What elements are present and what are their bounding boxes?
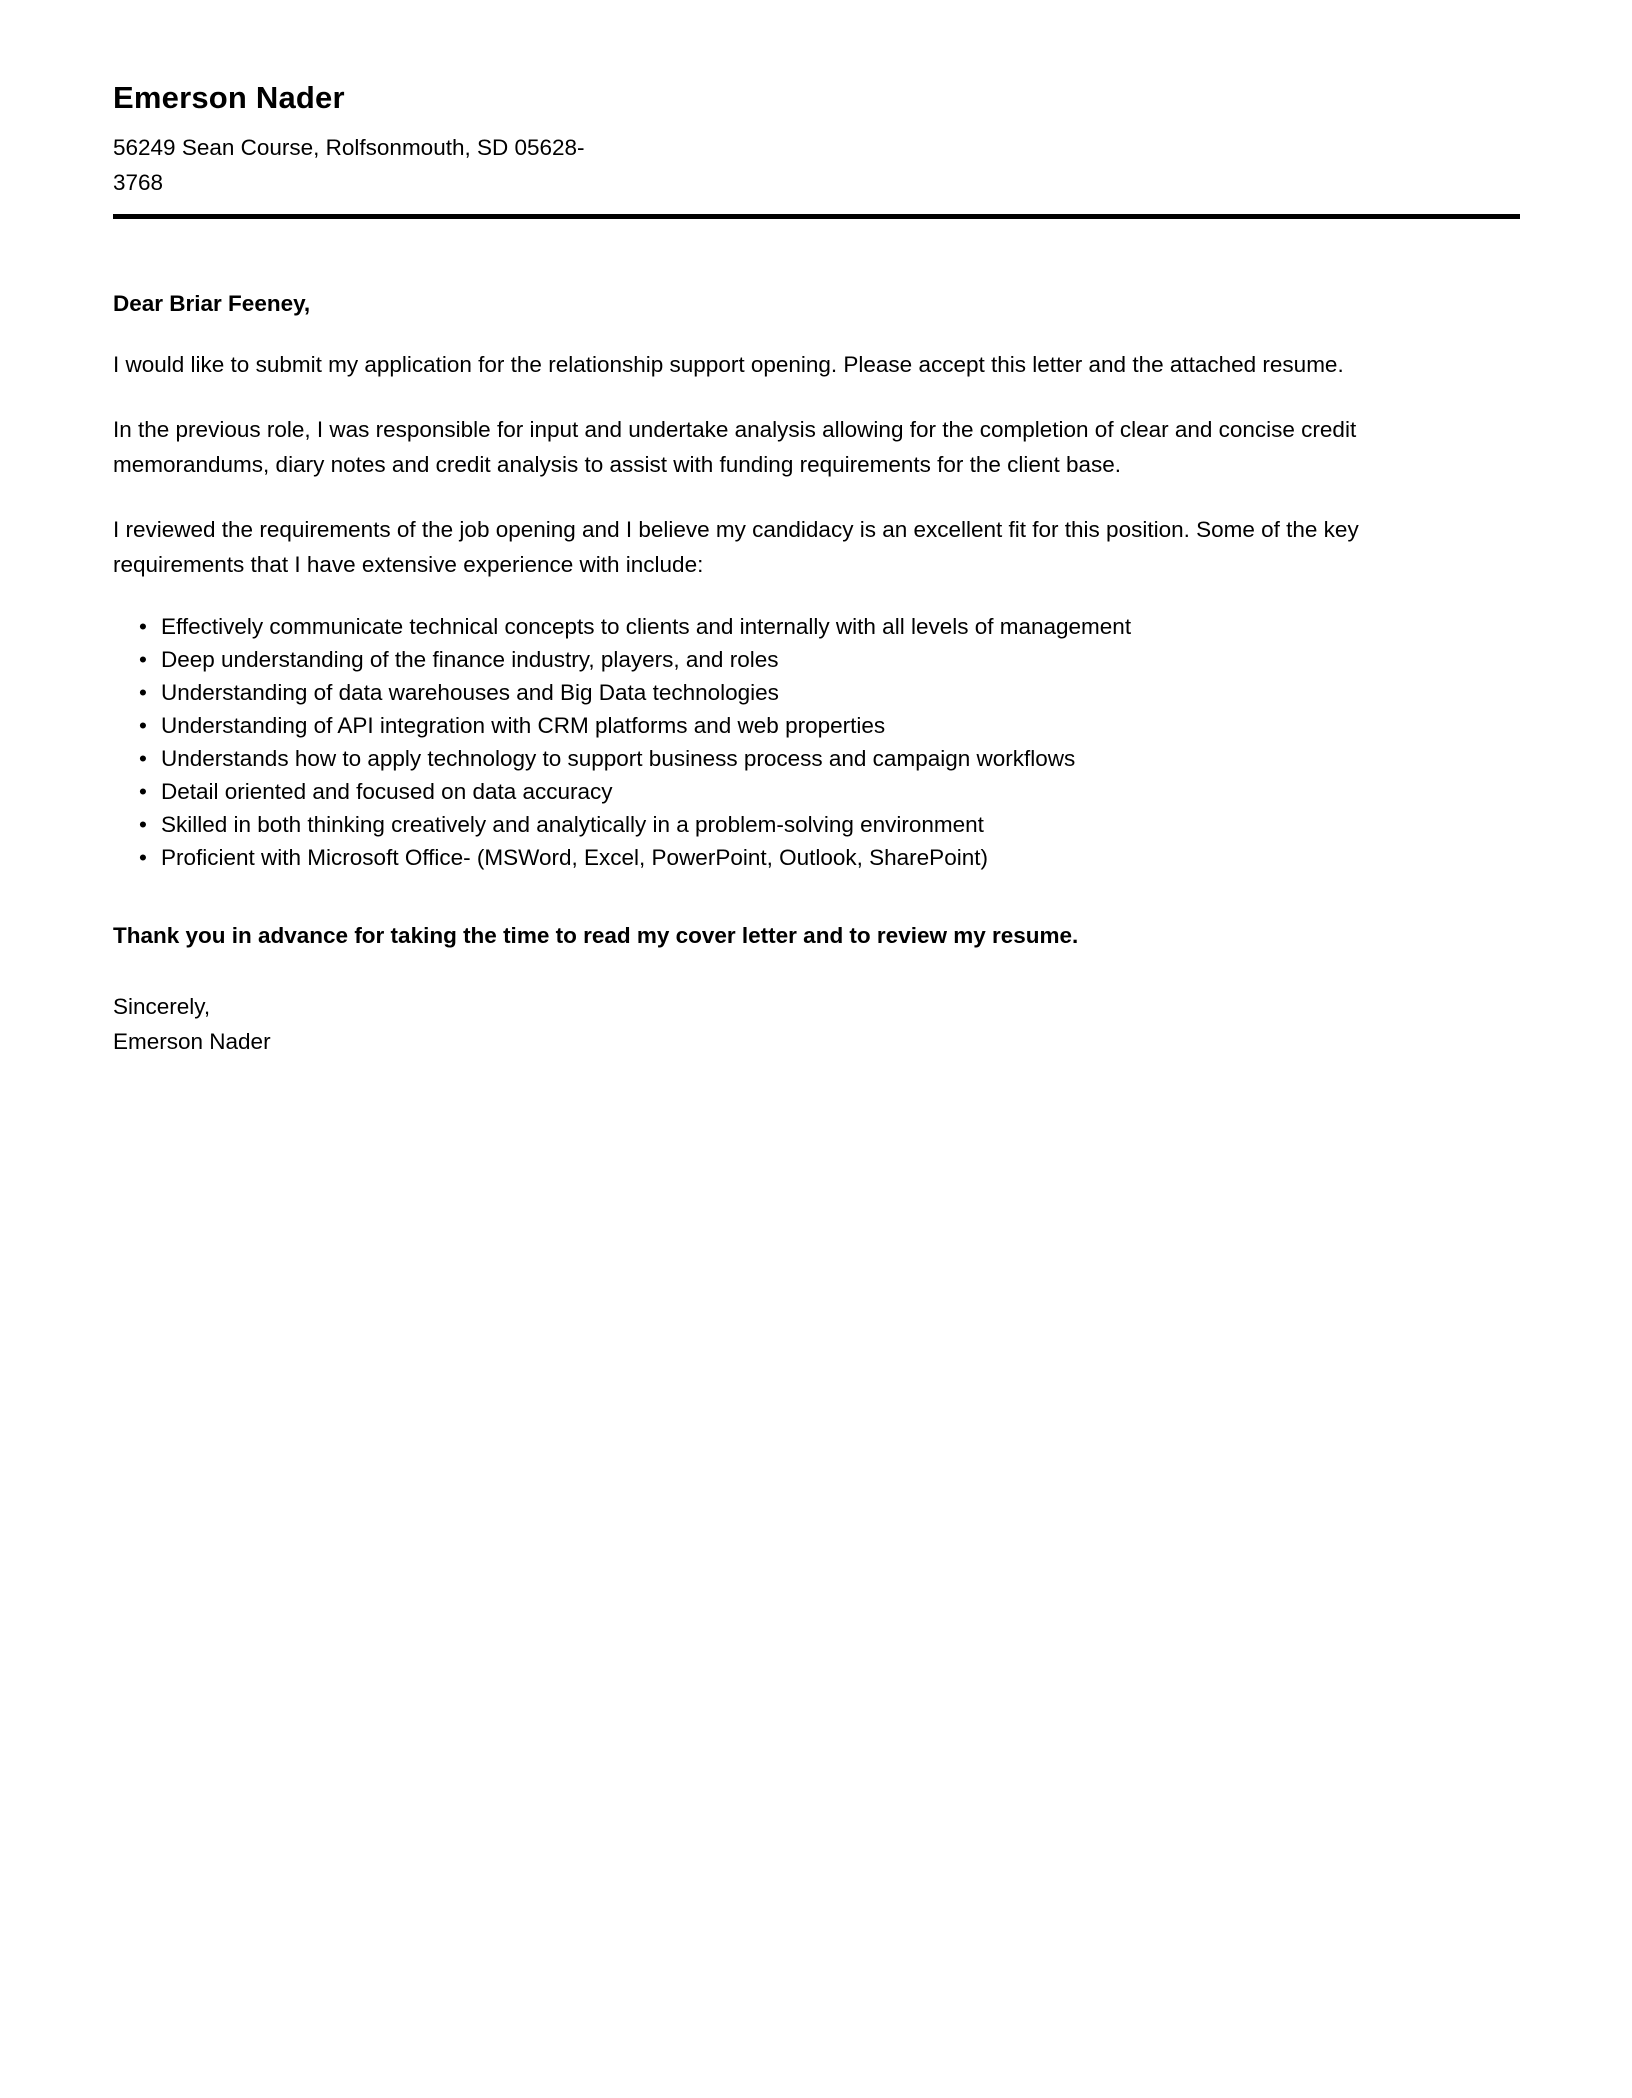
paragraph-intro: I would like to submit my application for the relationship support opening. Please accept this letter and the attached resume. bbox=[113, 352, 1344, 377]
salutation: Dear Briar Feeney, bbox=[113, 291, 311, 316]
list-item: • Deep understanding of the finance industry, players, and roles bbox=[161, 643, 1520, 676]
signature-name: Emerson Nader bbox=[113, 1029, 271, 1054]
sender-name: Emerson Nader bbox=[113, 80, 345, 115]
list-item: • Proficient with Microsoft Office- (MSWord, Excel, PowerPoint, Outlook, SharePoint) bbox=[161, 841, 1520, 874]
sender-address bbox=[113, 130, 1520, 200]
signoff-block bbox=[113, 989, 1520, 1059]
list-item: • Understanding of data warehouses and Big Data technologies bbox=[161, 676, 1520, 709]
key-requirements-list bbox=[113, 610, 1520, 874]
address-line-1: 56249 Sean Course, Rolfsonmouth, SD 05628- bbox=[113, 135, 585, 160]
address-line-2: 3768 bbox=[113, 170, 164, 195]
list-item: • Understands how to apply technology to support business process and campaign workflows bbox=[161, 742, 1520, 775]
closing-thank-you: Thank you in advance for taking the time to read my cover letter and to review my resume. bbox=[113, 923, 1079, 948]
list-item: • Effectively communicate technical concepts to clients and internally with all levels of management bbox=[161, 610, 1520, 643]
list-item: • Understanding of API integration with CRM platforms and web properties bbox=[161, 709, 1520, 742]
paragraph-requirements: I reviewed the requirements of the job opening and I believe my candidacy is an excellent fit for this position. Some of the key requirements that I have extensive experience with include: bbox=[113, 517, 1359, 577]
list-item: • Detail oriented and focused on data accuracy bbox=[161, 775, 1520, 808]
paragraph-previous-role: In the previous role, I was responsible for input and undertake analysis allowing for the completion of clear and concise credit memorandums, diary notes and credit analysis to assist with funding requirements for the client base. bbox=[113, 417, 1357, 477]
header-divider bbox=[113, 214, 1520, 219]
signoff: Sincerely, bbox=[113, 994, 211, 1019]
list-item: • Skilled in both thinking creatively and analytically in a problem-solving environment bbox=[161, 808, 1520, 841]
